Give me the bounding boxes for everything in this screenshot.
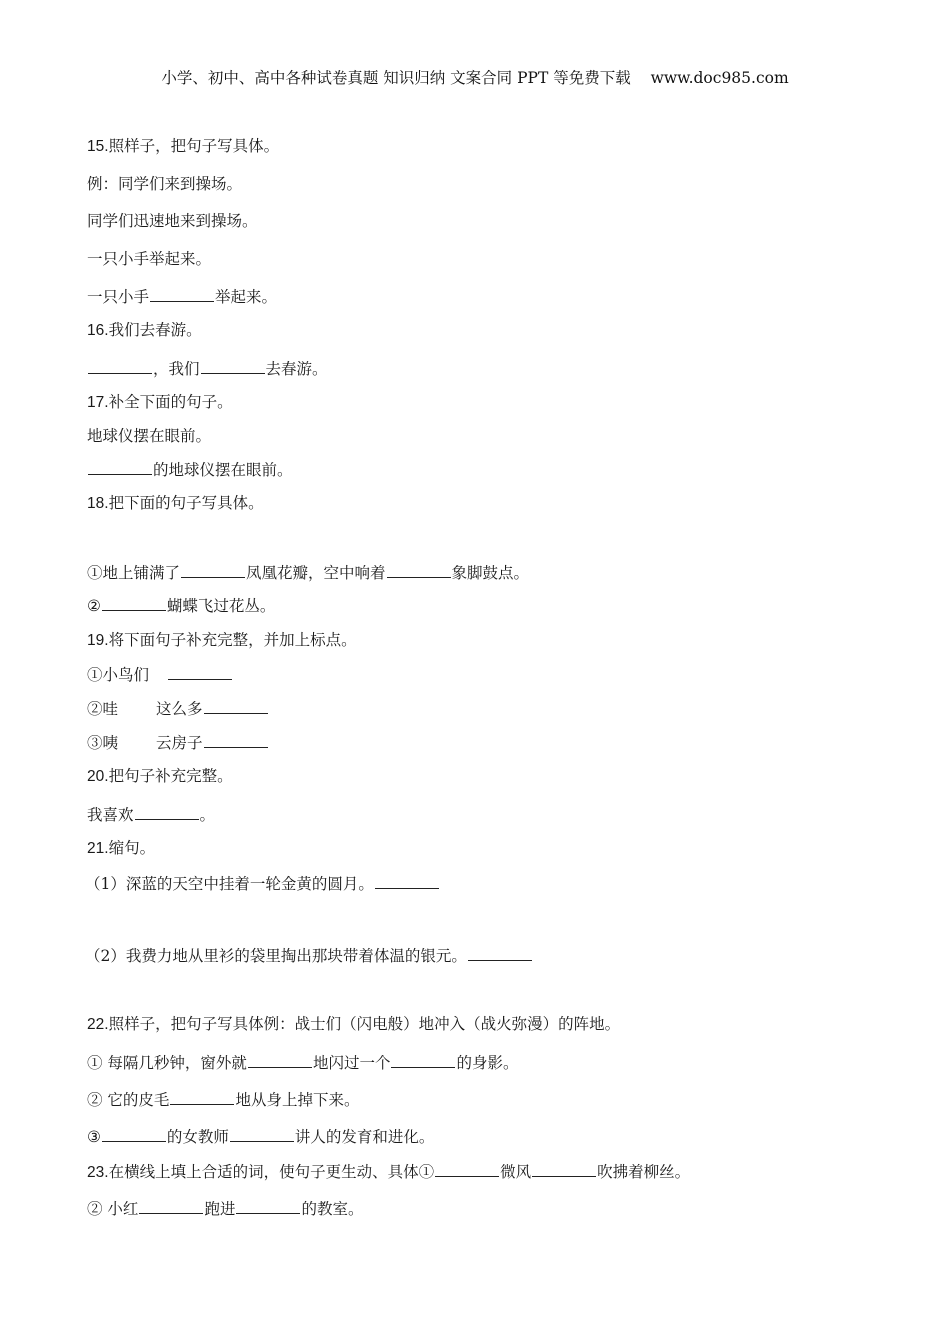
q18-item-2: ② 蝴蝶飞过花丛。 — [87, 597, 276, 615]
q20-title: 20.把句子补充完整。 — [87, 767, 233, 785]
q19-item-2: ②哇 这么多 — [87, 698, 269, 719]
q19-item-3: ③咦 云房子 — [87, 732, 269, 753]
q18-number: 18. — [87, 495, 109, 512]
answer-blank[interactable] — [168, 664, 232, 680]
answer-blank[interactable] — [468, 945, 532, 961]
answer-blank[interactable] — [135, 804, 199, 820]
q19-title: 19.将下面句子补充完整，并加上标点。 — [87, 631, 357, 649]
q22-item-1: ① 每隔几秒钟，窗外就 地闪过一个 的身影。 — [87, 1054, 519, 1072]
answer-blank[interactable] — [248, 1052, 312, 1068]
q15-sentence: 一只小手举起来。 — [87, 250, 212, 268]
answer-blank[interactable] — [88, 358, 152, 374]
answer-blank[interactable] — [102, 595, 166, 611]
answer-blank[interactable] — [230, 1126, 294, 1142]
header-url[interactable]: www.doc985.com — [650, 69, 789, 87]
page-header — [0, 66, 950, 88]
q22-title: 22.照样子，把句子写具体例：战士们（闪电般）地冲入（战火弥漫）的阵地。 — [87, 1015, 621, 1033]
q21-item-1: （1）深蓝的天空中挂着一轮金黄的圆月。 — [85, 873, 440, 894]
q15-example: 例：同学们来到操场。 — [87, 175, 243, 193]
q19-item-1: ①小鸟们 — [87, 664, 233, 685]
answer-blank[interactable] — [201, 358, 265, 374]
q23-title: 23.在横线上填上合适的词，使句子更生动、具体① 微风 吹拂着柳丝。 — [87, 1163, 691, 1181]
q17-fill: 的地球仪摆在眼前。 — [87, 459, 293, 480]
answer-blank[interactable] — [435, 1161, 499, 1177]
answer-blank[interactable] — [387, 562, 451, 578]
q17-number: 17. — [87, 394, 109, 411]
q17-sentence: 地球仪摆在眼前。 — [87, 427, 212, 445]
answer-blank[interactable] — [204, 732, 268, 748]
q22-item-3: ③ 的女教师 讲人的发育和进化。 — [87, 1128, 435, 1146]
q22-number: 22. — [87, 1016, 109, 1033]
answer-blank[interactable] — [170, 1089, 234, 1105]
q21-item-2: （2）我费力地从里衫的袋里掏出那块带着体温的银元。 — [85, 945, 533, 966]
answer-blank[interactable] — [532, 1161, 596, 1177]
answer-blank[interactable] — [139, 1198, 203, 1214]
q15-title: 15.照样子，把句子写具体。 — [87, 137, 280, 155]
q22-item-2: ② 它的皮毛 地从身上掉下来。 — [87, 1091, 360, 1109]
q18-item-1: ①地上铺满了 凤凰花瓣，空中响着 象脚鼓点。 — [87, 564, 530, 582]
q15-number: 15. — [87, 138, 109, 155]
q23-number: 23. — [87, 1164, 109, 1181]
answer-blank[interactable] — [391, 1052, 455, 1068]
answer-blank[interactable] — [150, 286, 214, 302]
q17-title: 17.补全下面的句子。 — [87, 393, 233, 411]
q20-fill: 我喜欢 。 — [87, 806, 216, 824]
answer-blank[interactable] — [375, 873, 439, 889]
q15-fill: 一只小手 举起来。 — [87, 288, 278, 306]
answer-blank[interactable] — [181, 562, 245, 578]
answer-blank[interactable] — [236, 1198, 300, 1214]
answer-blank[interactable] — [102, 1126, 166, 1142]
q16-number: 16. — [87, 322, 109, 339]
q20-number: 20. — [87, 768, 109, 785]
q19-number: 19. — [87, 632, 109, 649]
q21-title: 21.缩句。 — [87, 839, 156, 857]
header-text: 小学、初中、高中各种试卷真题 知识归纳 文案合同 PPT 等免费下载 — [161, 69, 631, 87]
q16-fill: ，我们 去春游。 — [87, 358, 328, 379]
q21-number: 21. — [87, 840, 109, 857]
q18-title: 18.把下面的句子写具体。 — [87, 494, 264, 512]
q15-example-answer: 同学们迅速地来到操场。 — [87, 212, 258, 230]
q16-title: 16.我们去春游。 — [87, 321, 202, 339]
q23-item-2: ② 小红 跑进 的教室。 — [87, 1200, 364, 1218]
answer-blank[interactable] — [204, 698, 268, 714]
answer-blank[interactable] — [88, 459, 152, 475]
